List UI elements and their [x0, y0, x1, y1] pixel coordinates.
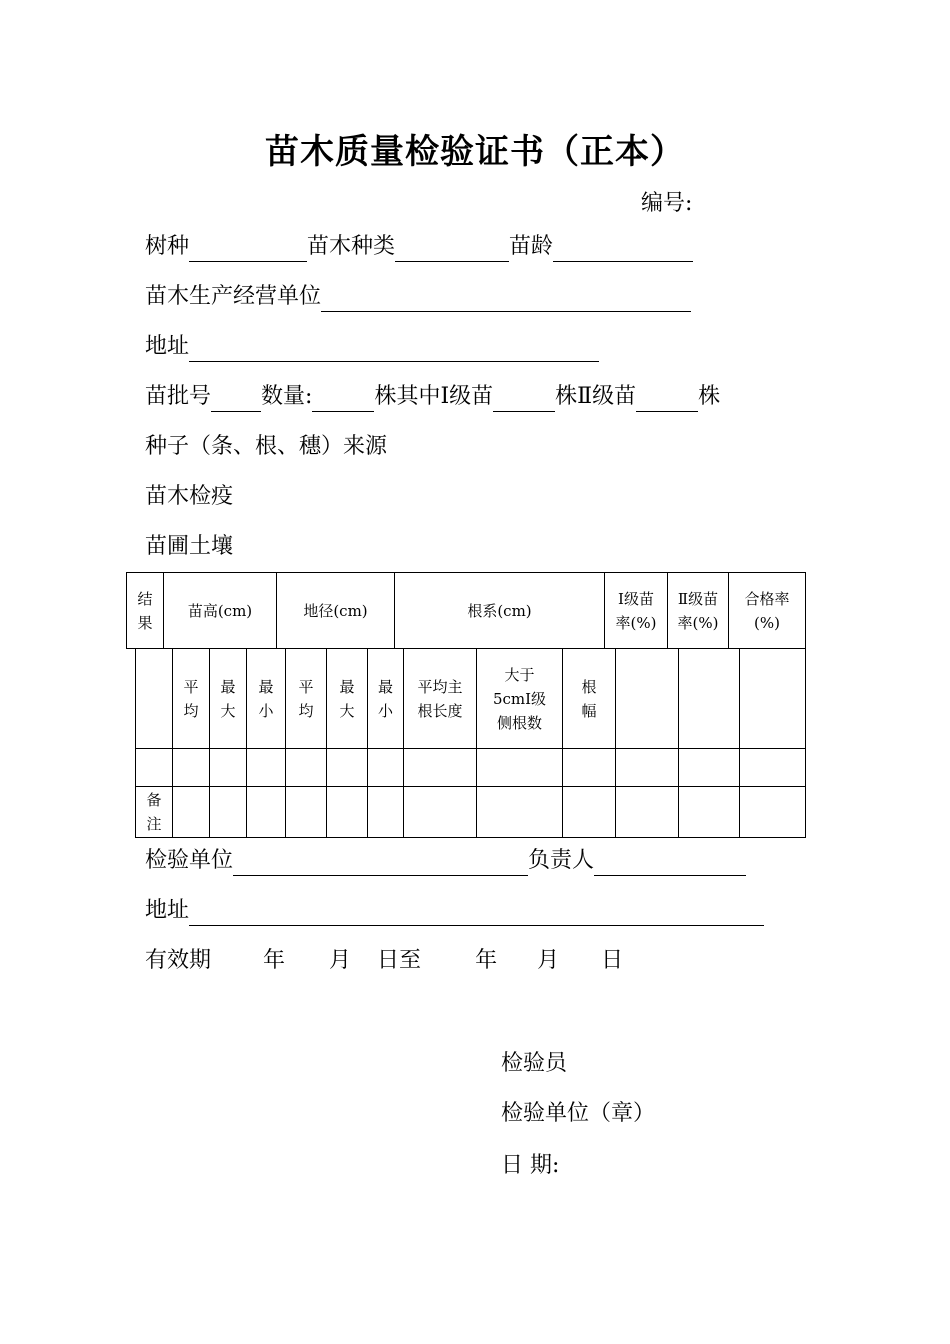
diameter-header: 地径(cm): [277, 573, 395, 649]
producer-label: 苗木生产经营单位: [145, 284, 322, 309]
data-cell[interactable]: [136, 749, 173, 787]
diameter-avg-header: 平均: [286, 649, 327, 749]
species-line: [145, 232, 693, 262]
remark-cell[interactable]: [477, 787, 563, 838]
data-cell[interactable]: [404, 749, 477, 787]
root-avg-length-header: 平均主根长度: [404, 649, 477, 749]
data-cell[interactable]: [210, 749, 247, 787]
remark-row[interactable]: [136, 787, 806, 838]
address-label: 地址: [145, 334, 190, 359]
footer-address-line: [145, 896, 764, 926]
month-label-1: 月: [329, 948, 352, 973]
seedling-type-blank[interactable]: [395, 235, 509, 262]
result-header: 结果: [127, 573, 164, 649]
grade2-rate-cell: [679, 649, 740, 749]
responsible-label: 负责人: [528, 848, 595, 873]
data-cell[interactable]: [173, 749, 210, 787]
soil-label: 苗圃土壤: [145, 534, 234, 559]
responsible-blank[interactable]: [594, 849, 746, 876]
data-row[interactable]: [136, 749, 806, 787]
grade1-label: 株其中Ⅰ级苗: [374, 384, 494, 409]
results-header-table: [126, 572, 806, 649]
tree-species-label: 树种: [145, 234, 190, 259]
grade1-blank[interactable]: [493, 385, 555, 412]
inspect-unit-blank[interactable]: [233, 849, 528, 876]
remark-cell[interactable]: [740, 787, 806, 838]
remark-cell[interactable]: [286, 787, 327, 838]
empty-cell: [136, 649, 173, 749]
data-cell[interactable]: [616, 749, 679, 787]
root-width-header: 根幅: [563, 649, 616, 749]
pass-rate-cell: [740, 649, 806, 749]
remark-cell[interactable]: [368, 787, 404, 838]
data-cell[interactable]: [247, 749, 286, 787]
remark-cell[interactable]: [563, 787, 616, 838]
date-label: 日 期:: [501, 1153, 560, 1178]
remark-cell[interactable]: [616, 787, 679, 838]
remark-cell[interactable]: [210, 787, 247, 838]
quantity-label: 数量:: [261, 384, 313, 409]
height-avg-header: 平均: [173, 649, 210, 749]
seedling-age-label: 苗龄: [509, 234, 554, 259]
address-blank[interactable]: [189, 335, 599, 362]
data-cell[interactable]: [477, 749, 563, 787]
grade2-rate-header: Ⅱ级苗率(%): [668, 573, 729, 649]
tree-species-blank[interactable]: [189, 235, 307, 262]
year-label-1: 年: [263, 948, 286, 973]
remark-cell[interactable]: [327, 787, 368, 838]
unit-seal-label: 检验单位（章）: [501, 1101, 656, 1126]
grade2-label: 株Ⅱ级苗: [555, 384, 637, 409]
batch-no-label: 苗批号: [145, 384, 212, 409]
inspect-unit-label: 检验单位: [145, 848, 234, 873]
height-header: 苗高(cm): [164, 573, 277, 649]
footer-address-blank[interactable]: [189, 899, 764, 926]
data-cell[interactable]: [286, 749, 327, 787]
grade1-rate-header: Ⅰ级苗率(%): [605, 573, 668, 649]
seed-source-label: 种子（条、根、穗）来源: [145, 434, 388, 459]
valid-period-line: [145, 946, 623, 976]
valid-label: 有效期: [145, 948, 212, 973]
producer-line: [145, 282, 691, 312]
year-label-2: 年: [475, 948, 498, 973]
remark-cell[interactable]: [247, 787, 286, 838]
month-label-2: 月: [537, 948, 560, 973]
batch-line: [145, 382, 720, 412]
data-cell[interactable]: [368, 749, 404, 787]
producer-blank[interactable]: [321, 285, 691, 312]
data-cell[interactable]: [740, 749, 806, 787]
diameter-max-header: 最大: [327, 649, 368, 749]
day-label: 日: [601, 948, 624, 973]
diameter-min-header: 最小: [368, 649, 404, 749]
quantity-blank[interactable]: [312, 385, 374, 412]
number-label: 编号:: [641, 191, 693, 216]
stock-end-label: 株: [698, 384, 721, 409]
inspect-unit-line: [145, 846, 746, 876]
subheader-row: [136, 649, 806, 749]
quarantine-label: 苗木检疫: [145, 484, 234, 509]
address-line: [145, 332, 599, 362]
root-header: 根系(cm): [395, 573, 605, 649]
data-cell[interactable]: [679, 749, 740, 787]
root-count-header: 大于5cmⅠ级侧根数: [477, 649, 563, 749]
day-to-label: 日至: [377, 948, 422, 973]
remark-header: 备注: [136, 787, 173, 838]
height-min-header: 最小: [247, 649, 286, 749]
remark-cell[interactable]: [173, 787, 210, 838]
grade2-blank[interactable]: [636, 385, 698, 412]
page-title: 苗木质量检验证书（正本）: [265, 132, 685, 172]
seedling-age-blank[interactable]: [553, 235, 693, 262]
grade1-rate-cell: [616, 649, 679, 749]
data-cell[interactable]: [563, 749, 616, 787]
remark-cell[interactable]: [679, 787, 740, 838]
height-max-header: 最大: [210, 649, 247, 749]
footer-address-label: 地址: [145, 898, 190, 923]
batch-no-blank[interactable]: [211, 385, 261, 412]
remark-cell[interactable]: [404, 787, 477, 838]
pass-rate-header: 合格率(%): [729, 573, 806, 649]
data-cell[interactable]: [327, 749, 368, 787]
inspector-label: 检验员: [501, 1051, 568, 1076]
seedling-type-label: 苗木种类: [307, 234, 396, 259]
results-body-table: [135, 648, 806, 838]
